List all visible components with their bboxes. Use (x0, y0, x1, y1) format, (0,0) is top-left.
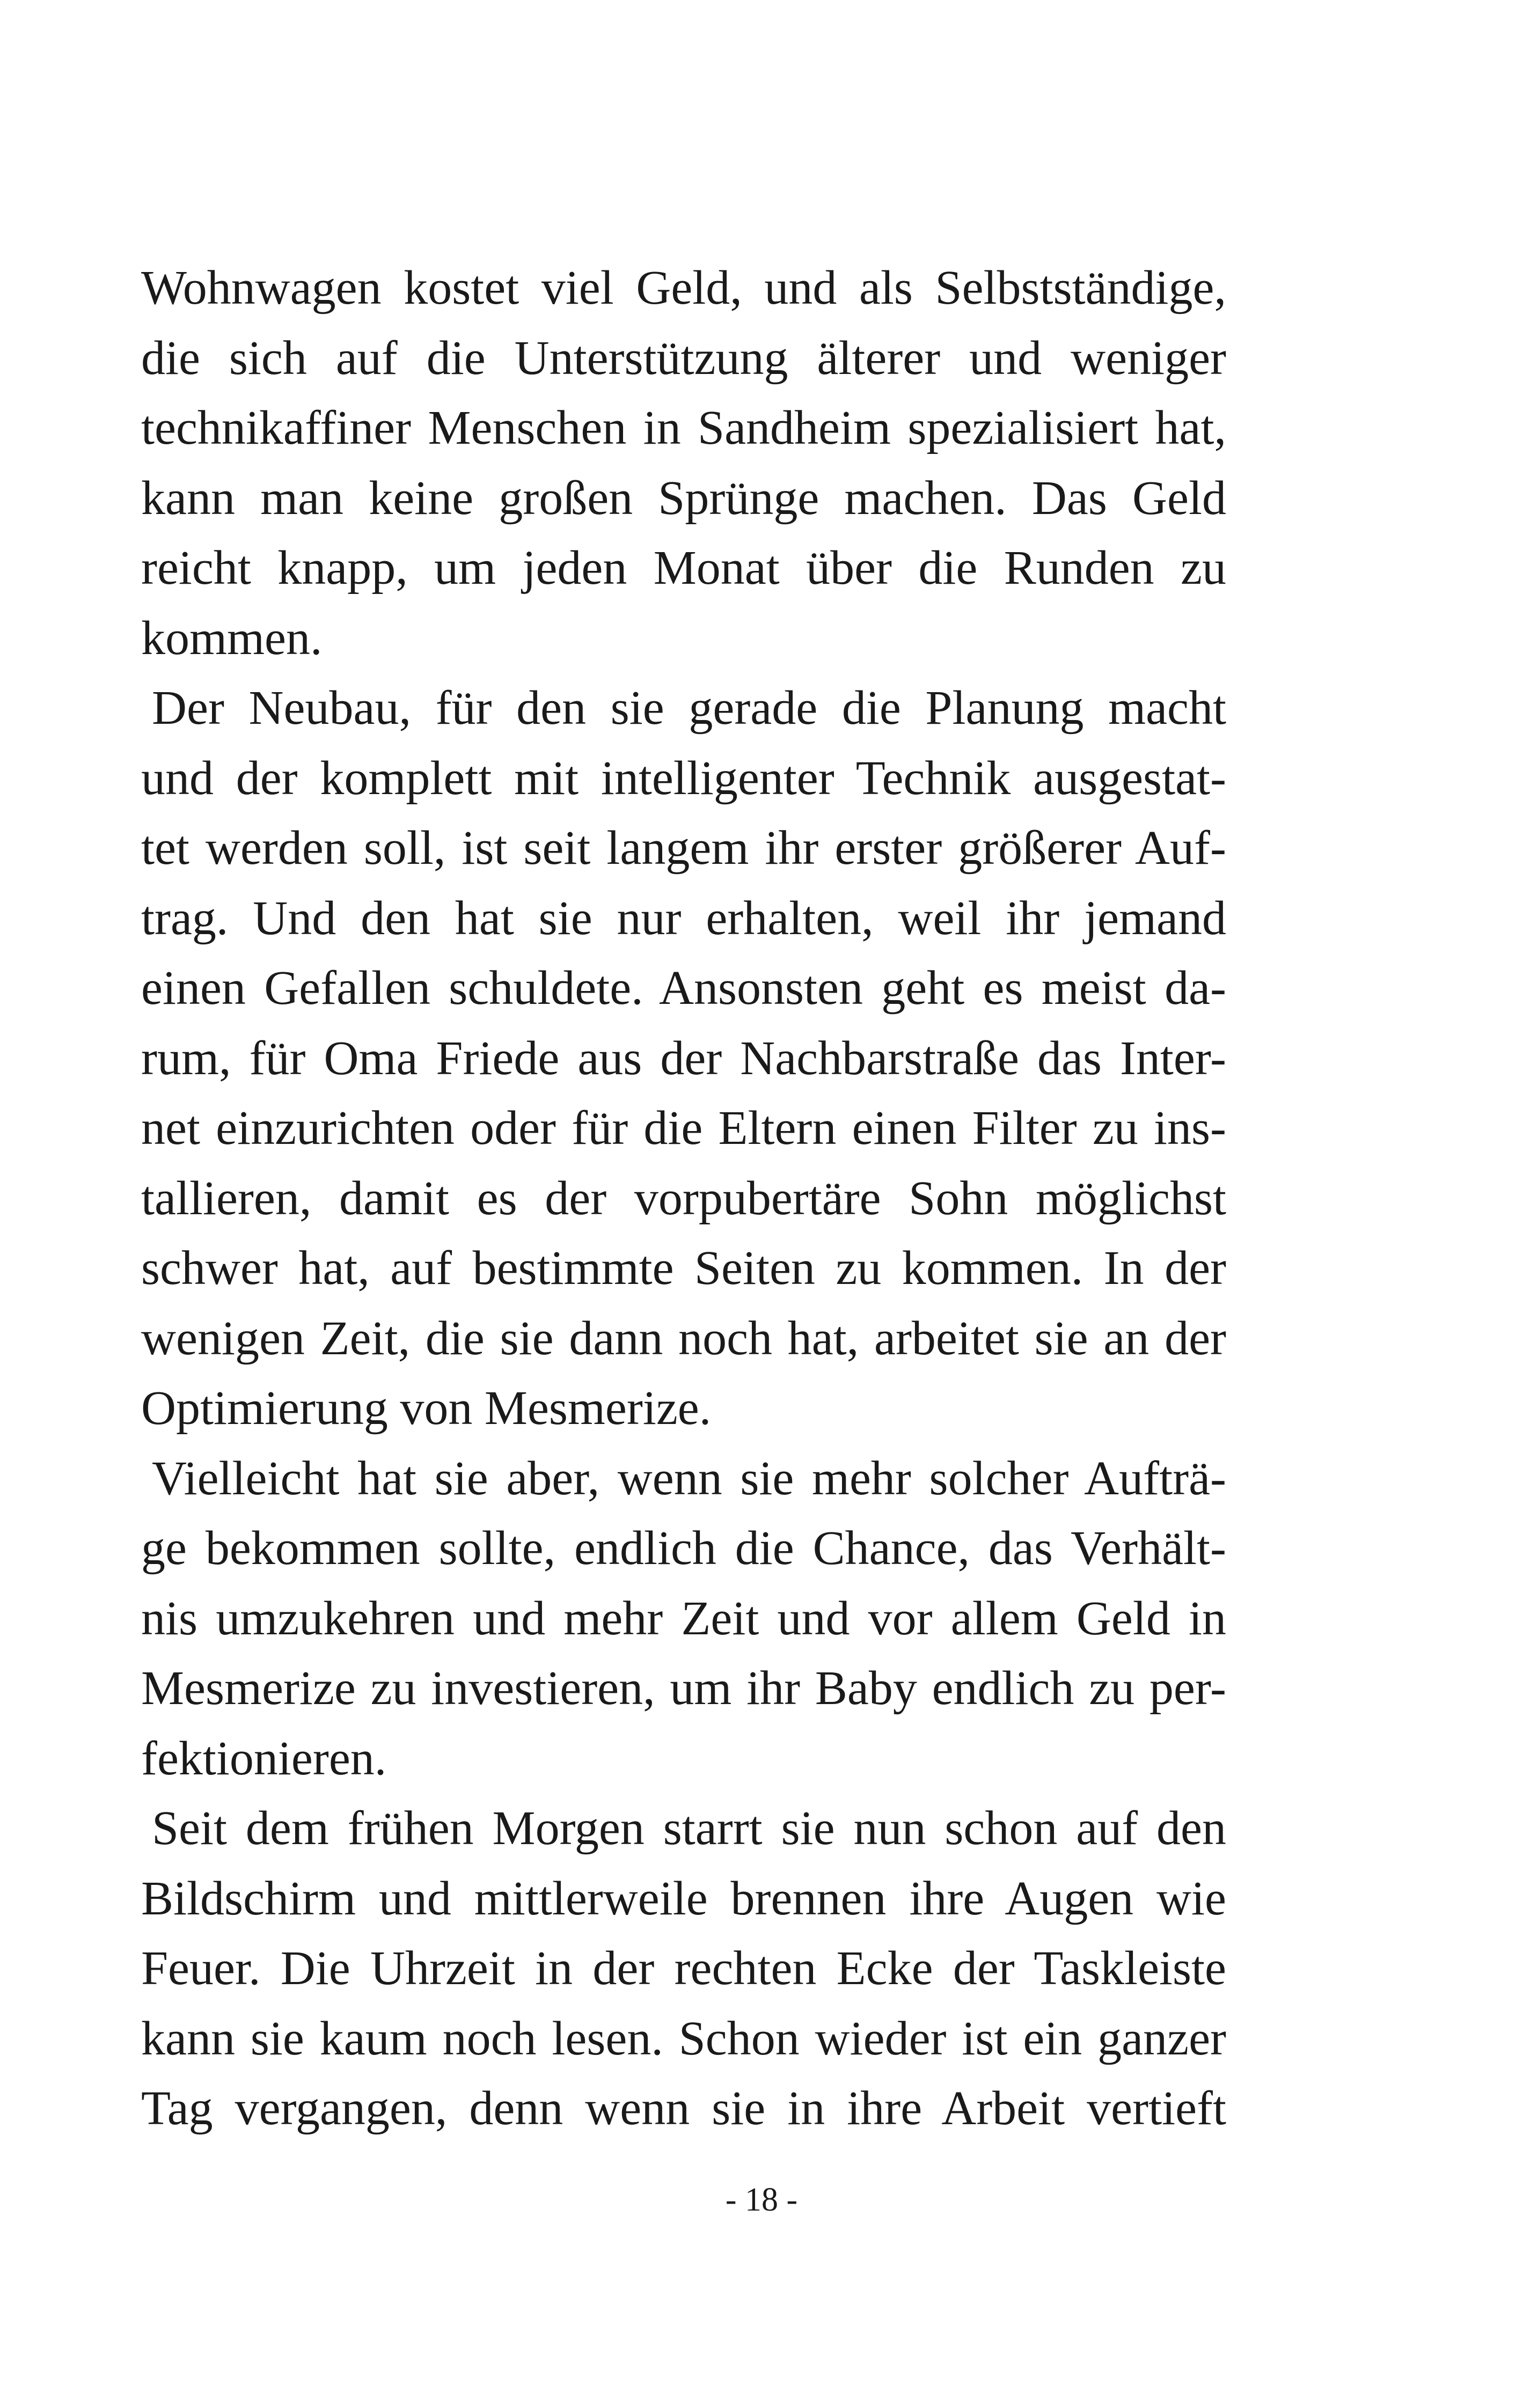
text-line: Optimierung von Mesmerize. (141, 1382, 712, 1435)
text-line: Der Neubau, für den sie gerade die Planung macht (152, 681, 1226, 735)
text-line: reicht knapp, um jeden Monat über die Runden zu (141, 541, 1226, 594)
page-number: - 18 - (725, 2182, 798, 2218)
text-line: wenigen Zeit, die sie dann noch hat, arbeitet sie an der (141, 1311, 1226, 1365)
text-line: rum, für Oma Friede aus der Nachbarstraße das Inter- (141, 1031, 1226, 1085)
text-line: nis umzukehren und mehr Zeit und vor allem Geld in (141, 1591, 1226, 1645)
text-line: Bildschirm und mittlerweile brennen ihre Augen wie (141, 1871, 1226, 1925)
text-line: fektionieren. (141, 1731, 387, 1785)
text-line: Wohnwagen kostet viel Geld, und als Selbstständige, (141, 261, 1226, 314)
text-line: tallieren, damit es der vorpubertäre Sohn möglichst (141, 1171, 1226, 1225)
text-line: Tag vergangen, denn wenn sie in ihre Arbeit vertieft (141, 2082, 1226, 2135)
text-line: schwer hat, auf bestimmte Seiten zu kommen. In der (141, 1242, 1226, 1295)
text-line: kommen. (141, 611, 323, 665)
text-line: trag. Und den hat sie nur erhalten, weil ihr jemand (141, 891, 1226, 945)
text-line: net einzurichten oder für die Eltern einen Filter zu ins- (141, 1102, 1226, 1155)
text-line: tet werden soll, ist seit langem ihr erster größerer Auf- (141, 821, 1226, 875)
text-line: einen Gefallen schuldete. Ansonsten geht es meist da- (141, 961, 1226, 1015)
text-line: ge bekommen sollte, endlich die Chance, das Verhält- (141, 1522, 1226, 1575)
body-text (141, 253, 1226, 2144)
text-line: Vielleicht hat sie aber, wenn sie mehr solcher Aufträ- (152, 1451, 1226, 1505)
text-line: Mesmerize zu investieren, um ihr Baby endlich zu per- (141, 1662, 1226, 1715)
text-line: kann sie kaum noch lesen. Schon wieder ist ein ganzer (141, 2011, 1226, 2065)
text-line: die sich auf die Unterstützung älterer und weniger (141, 331, 1226, 385)
text-line: Seit dem frühen Morgen starrt sie nun schon auf den (152, 1802, 1226, 1855)
text-line: technikaffiner Menschen in Sandheim spezialisiert hat, (141, 401, 1226, 454)
text-line: Feuer. Die Uhrzeit in der rechten Ecke der Taskleiste (141, 1942, 1226, 1995)
text-line: kann man keine großen Sprünge machen. Das Geld (141, 471, 1226, 525)
text-line: und der komplett mit intelligenter Technik ausgestat- (141, 751, 1226, 805)
